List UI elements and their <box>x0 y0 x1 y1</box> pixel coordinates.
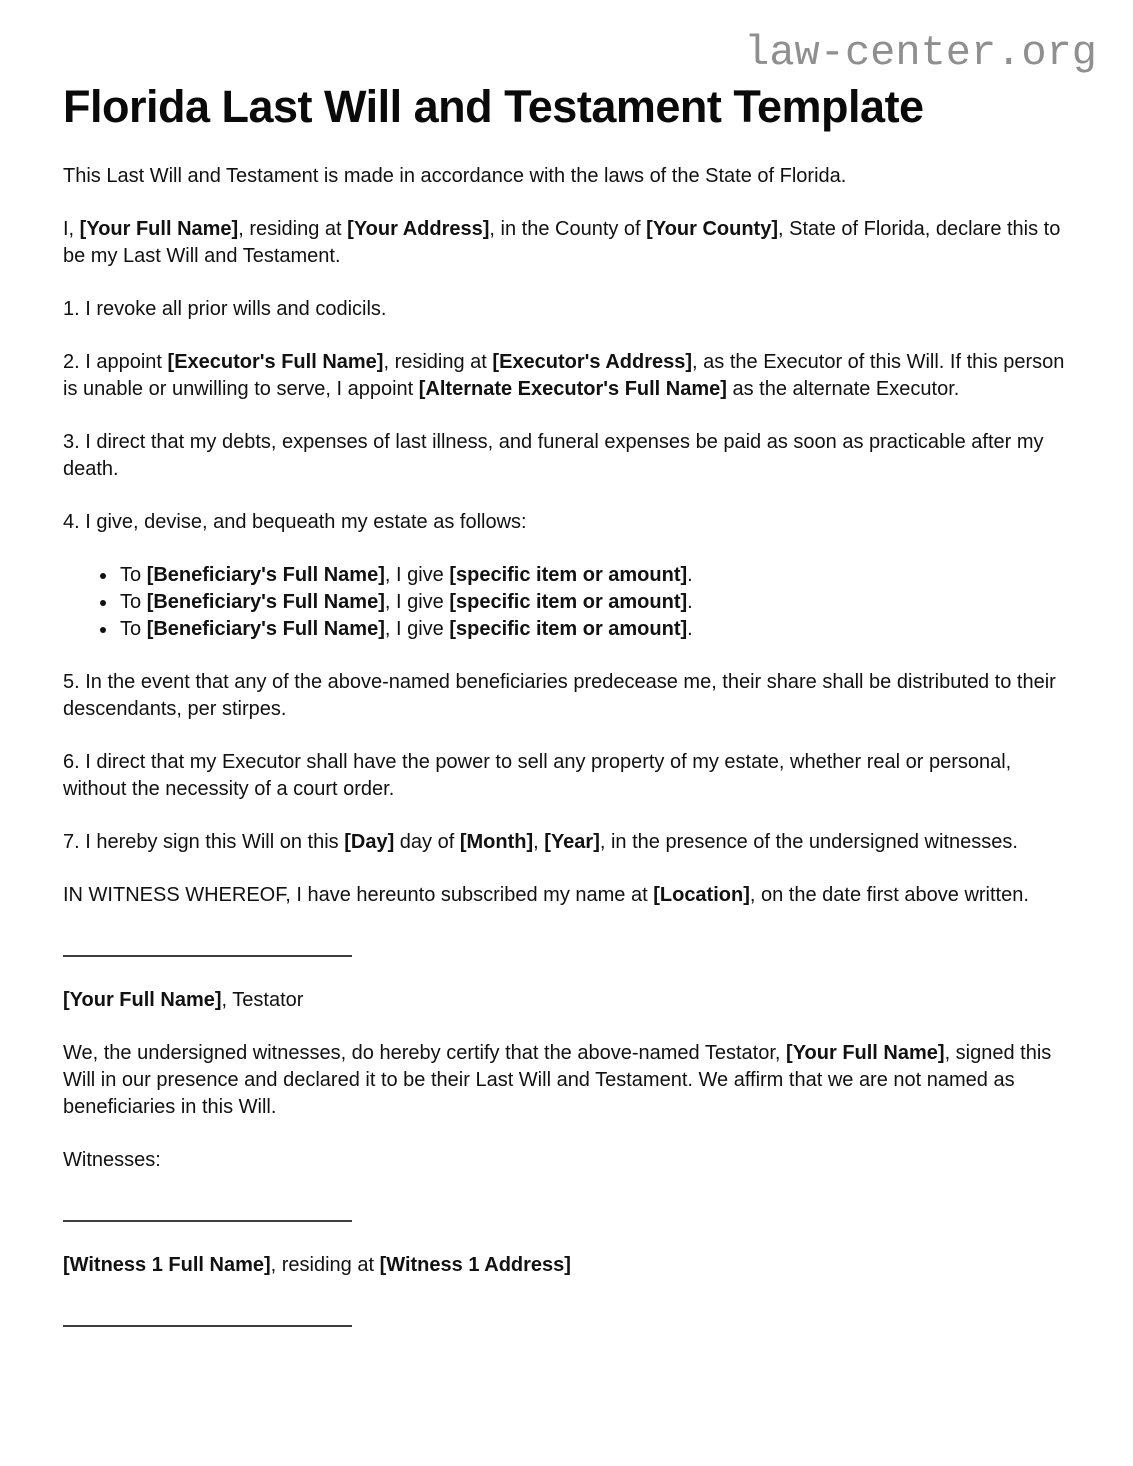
clause-3-debts: 3. I direct that my debts, expenses of last illness, and funeral expenses be paid as soon as practicable after my death. <box>63 430 1044 480</box>
beneficiary-list <box>63 562 1070 643</box>
paragraph-witness-whereof: IN WITNESS WHEREOF, I have hereunto subscribed my name at [Location], on the date first above written. <box>63 883 1029 906</box>
paragraph-witness-certification: We, the undersigned witnesses, do hereby certify that the above-named Testator, [Your Full Name], signed this Will in our presence and declared it to be their Last Will and Testament. We affirm that we are not named as beneficiaries in this Will. <box>63 1041 1052 1118</box>
clause-7-signing: 7. I hereby sign this Will on this [Day] day of [Month], [Year], in the presence of the undersigned witnesses. <box>63 830 1018 853</box>
paragraph-intro: This Last Will and Testament is made in accordance with the laws of the State of Florida. <box>63 164 847 187</box>
beneficiary-item-3: • To [Beneficiary's Full Name], I give [specific item or amount]. <box>118 616 1070 643</box>
site-logo: law-center.org <box>744 29 1097 77</box>
paragraph-witness-1-name: [Witness 1 Full Name], residing at [Witness 1 Address] <box>63 1253 571 1276</box>
clause-4-bequests: 4. I give, devise, and bequeath my estate as follows: <box>63 510 527 533</box>
document-body <box>63 163 1070 1327</box>
paragraph-testator-name: [Your Full Name], Testator <box>63 988 304 1011</box>
signature-line-witness-1 <box>63 1220 352 1222</box>
signature-line-testator <box>63 955 352 957</box>
clause-1-revocation: 1. I revoke all prior wills and codicils. <box>63 297 387 320</box>
paragraph-witnesses-label: Witnesses: <box>63 1148 161 1171</box>
signature-line-witness-2 <box>63 1325 352 1327</box>
page-title: Florida Last Will and Testament Template <box>63 81 924 133</box>
beneficiary-item-1: • To [Beneficiary's Full Name], I give [specific item or amount]. <box>118 562 1070 589</box>
beneficiary-item-2: • To [Beneficiary's Full Name], I give [specific item or amount]. <box>118 589 1070 616</box>
paragraph-declaration: I, [Your Full Name], residing at [Your Address], in the County of [Your County], State of Florida, declare this to be my Last Will and Testament. <box>63 217 1061 267</box>
clause-6-executor-power: 6. I direct that my Executor shall have the power to sell any property of my estate, whether real or personal, without the necessity of a court order. <box>63 750 1012 800</box>
clause-2-executor: 2. I appoint [Executor's Full Name], residing at [Executor's Address], as the Executor of this Will. If this person is unable or unwilling to serve, I appoint [Alternate Executor's Full Name] as the alternate Executor. <box>63 350 1065 400</box>
clause-5-predecease: 5. In the event that any of the above-named beneficiaries predecease me, their share shall be distributed to their descendants, per stirpes. <box>63 670 1056 720</box>
